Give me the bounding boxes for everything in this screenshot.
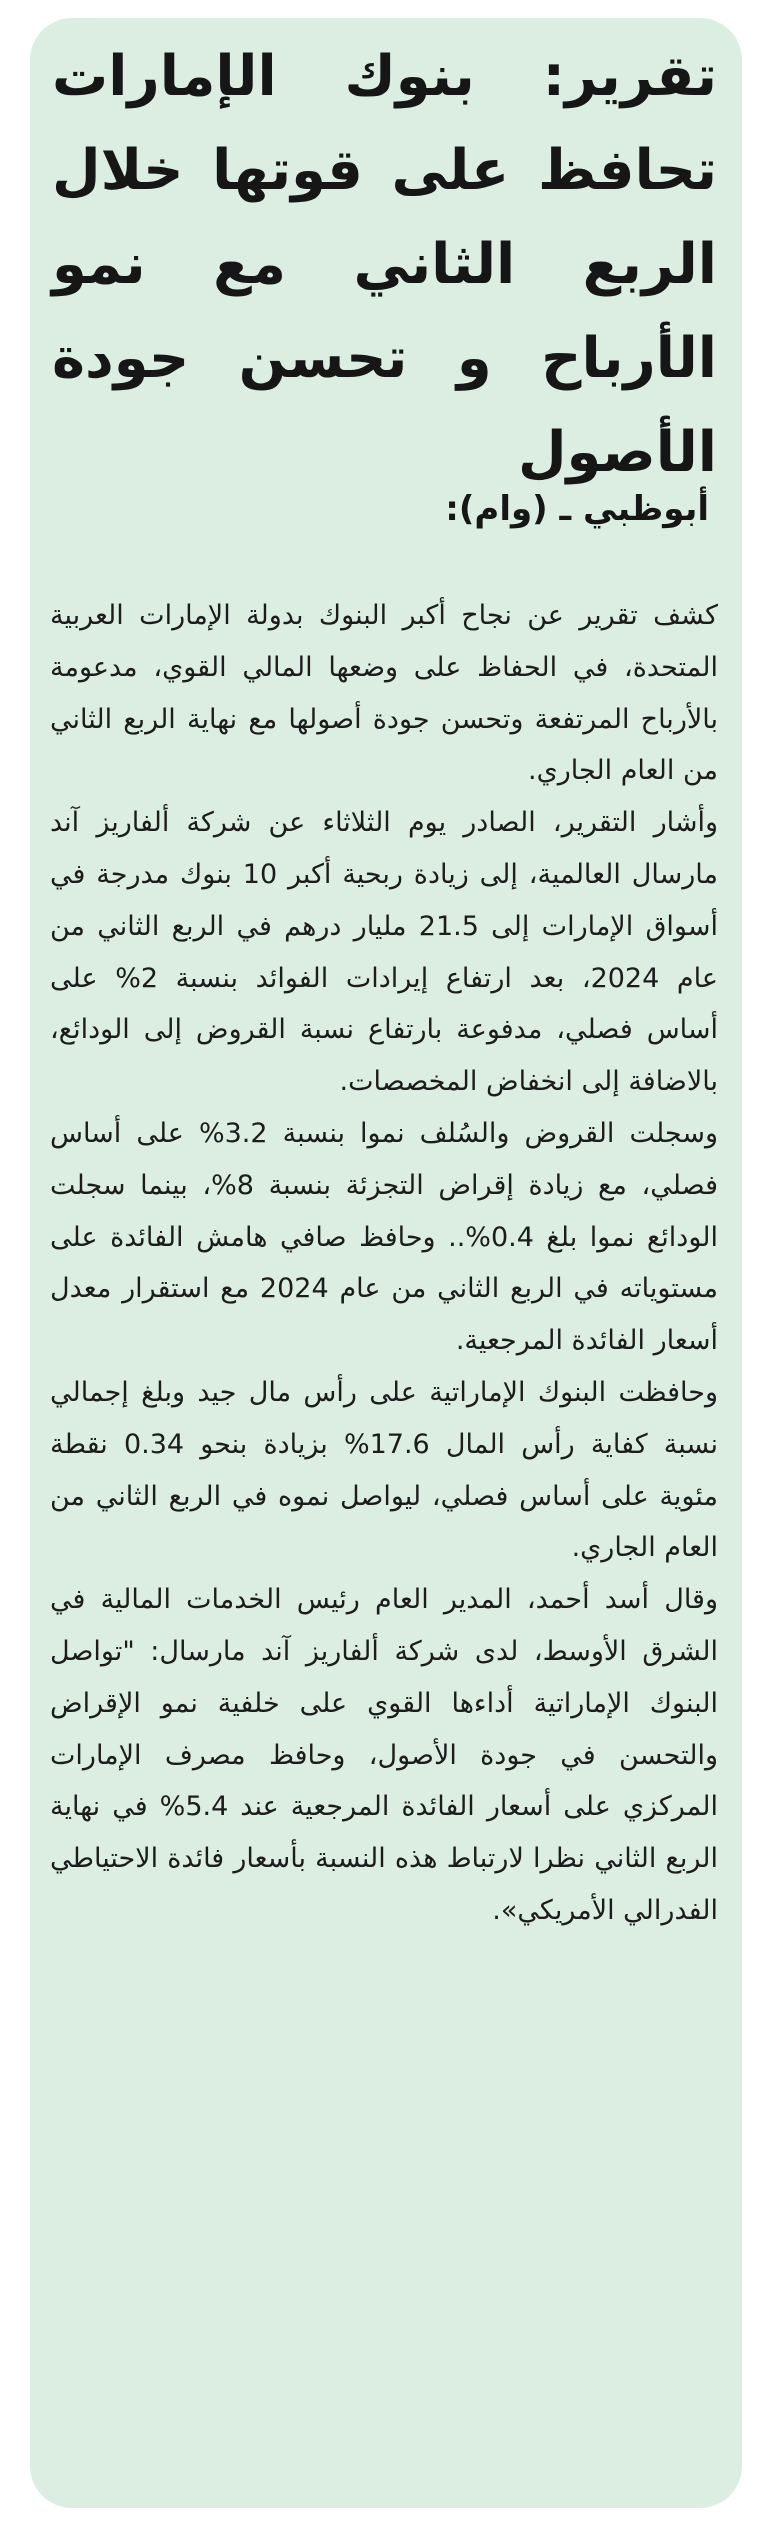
article-paragraph: وأشار التقرير، الصادر يوم الثلاثاء عن شركة ألفاريز آند مارسال العالمية، إلى زيادة ربحية أكبر 10 بنوك مدرجة في أسواق الإمارات إلى 21.5 مليار درهم في الربع الثاني من عام 2024، بعد ارتفاع إيرادات الفوائد بنسبة 2% على أساس فصلي، مدفوعة بارتفاع نسبة القروض إلى الودائع، بالاضافة إلى انخفاض المخصصات. [50, 807, 718, 1098]
article-paragraph: وقال أسد أحمد، المدير العام رئيس الخدمات المالية في الشرق الأوسط، لدى شركة ألفاريز آند مارسال: "تواصل البنوك الإماراتية أداءها القوي على خلفية نمو الإقراض والتحسن في جودة الأصول، وحافظ مصرف الإمارات المركزي على أسعار الفائدة المرجعية عند 5.4% في نهاية الربع الثاني نظرا لارتباط هذه النسبة بأسعار فائدة الاحتياطي الفدرالي الأمريكي». [50, 1584, 718, 1926]
article-paragraph: وسجلت القروض والسُلف نموا بنسبة 3.2% على أساس فصلي، مع زيادة إقراض التجزئة بنسبة 8%، بينما سجلت الودائع نموا بلغ 0.4%.. وحافظ صافي هامش الفائدة على مستوياته في الربع الثاني من عام 2024 مع استقرار معدل أسعار الفائدة المرجعية. [50, 1117, 719, 1357]
article-paragraph: وحافظت البنوك الإماراتية على رأس مال جيد وبلغ إجمالي نسبة كفاية رأس المال 17.6% بزيادة بنحو 0.34 نقطة مئوية على أساس فصلي، ليواصل نموه في الربع الثاني من العام الجاري. [50, 1376, 718, 1564]
article-body [50, 590, 718, 1937]
article-paragraph: كشف تقرير عن نجاح أكبر البنوك بدولة الإمارات العربية المتحدة، في الحفاظ على وضعها المالي القوي، مدعومة بالأرباح المرتفعة وتحسن جودة أصولها مع نهاية الربع الثاني من العام الجاري. [50, 600, 718, 787]
article-dateline: أبوظبي ـ (وام): [445, 489, 709, 529]
article-headline: تقرير: بنوك الإمارات تحافظ على قوتها خلال الربع الثاني مع نمو الأرباح و تحسن جودة الأصول [52, 44, 717, 485]
